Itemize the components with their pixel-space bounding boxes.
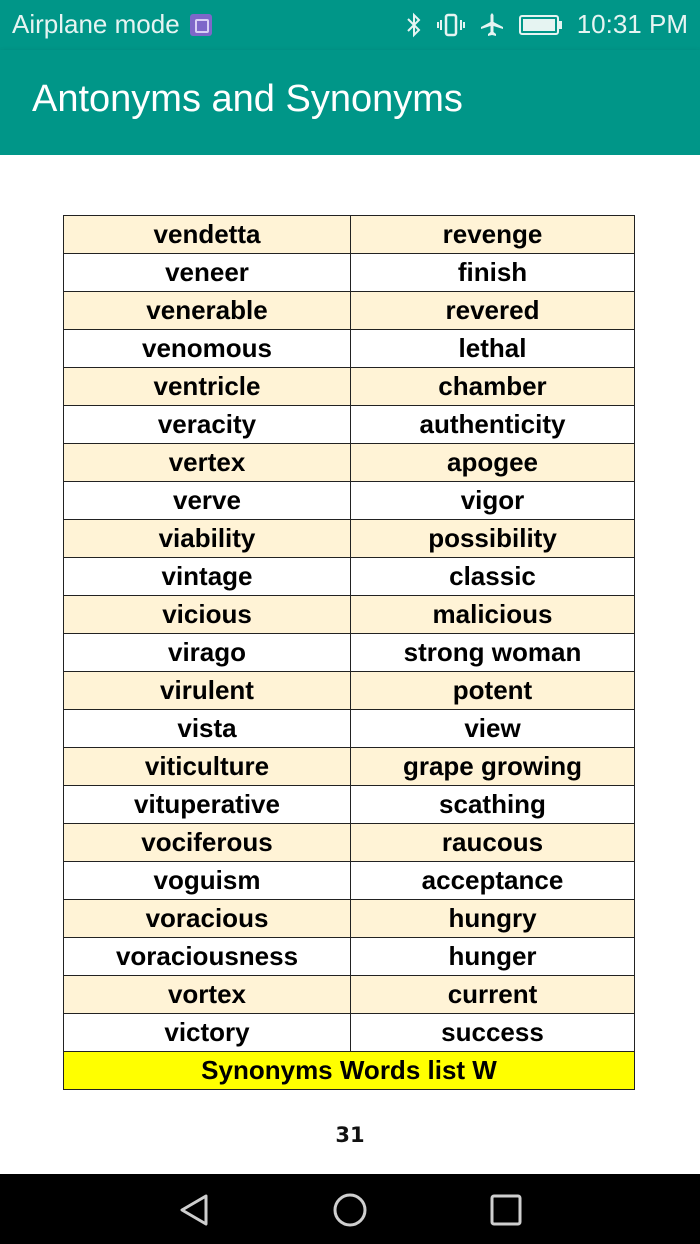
synonym-cell: classic xyxy=(351,558,635,596)
table-row xyxy=(64,216,635,254)
word-cell: voraciousness xyxy=(64,938,351,976)
table-row xyxy=(64,368,635,406)
word-cell: veneer xyxy=(64,254,351,292)
table-row xyxy=(64,596,635,634)
airplane-mode-label: Airplane mode xyxy=(12,9,180,39)
synonym-cell: authenticity xyxy=(351,406,635,444)
synonym-cell: finish xyxy=(351,254,635,292)
table-row xyxy=(64,330,635,368)
back-icon[interactable] xyxy=(176,1192,212,1228)
table-row xyxy=(64,862,635,900)
table-row xyxy=(64,824,635,862)
table-row xyxy=(64,1014,635,1052)
word-cell: veracity xyxy=(64,406,351,444)
synonym-cell: revenge xyxy=(351,216,635,254)
synonym-cell: hunger xyxy=(351,938,635,976)
word-cell: venomous xyxy=(64,330,351,368)
page-number: 31 xyxy=(335,1123,365,1147)
synonym-cell: acceptance xyxy=(351,862,635,900)
page-content[interactable] xyxy=(0,155,700,1174)
synonym-cell: scathing xyxy=(351,786,635,824)
table-row xyxy=(64,634,635,672)
table-row xyxy=(64,254,635,292)
synonym-cell: raucous xyxy=(351,824,635,862)
synonym-cell: apogee xyxy=(351,444,635,482)
synonym-cell: potent xyxy=(351,672,635,710)
table-row xyxy=(64,406,635,444)
word-cell: vociferous xyxy=(64,824,351,862)
table-row xyxy=(64,900,635,938)
table-row xyxy=(64,520,635,558)
vibrate-icon xyxy=(437,12,465,38)
battery-icon xyxy=(519,13,563,37)
navigation-bar xyxy=(0,1174,700,1244)
word-cell: voracious xyxy=(64,900,351,938)
word-cell: viability xyxy=(64,520,351,558)
status-right xyxy=(405,9,688,40)
table-footer-caption: Synonyms Words list W xyxy=(64,1052,635,1090)
table-row xyxy=(64,938,635,976)
synonym-cell: chamber xyxy=(351,368,635,406)
synonym-cell: strong woman xyxy=(351,634,635,672)
synonym-cell: revered xyxy=(351,292,635,330)
synonym-cell: vigor xyxy=(351,482,635,520)
table-row xyxy=(64,976,635,1014)
word-cell: vista xyxy=(64,710,351,748)
app-title: Antonyms and Synonyms xyxy=(32,78,463,120)
word-cell: virago xyxy=(64,634,351,672)
table-row xyxy=(64,444,635,482)
word-cell: voguism xyxy=(64,862,351,900)
home-icon[interactable] xyxy=(332,1192,368,1228)
gallery-icon xyxy=(190,14,212,36)
word-cell: vicious xyxy=(64,596,351,634)
synonym-cell: lethal xyxy=(351,330,635,368)
word-cell: vituperative xyxy=(64,786,351,824)
word-cell: ventricle xyxy=(64,368,351,406)
table-row xyxy=(64,558,635,596)
table-row xyxy=(64,748,635,786)
word-cell: virulent xyxy=(64,672,351,710)
word-cell: vendetta xyxy=(64,216,351,254)
table-row xyxy=(64,482,635,520)
recents-icon[interactable] xyxy=(488,1192,524,1228)
table-row xyxy=(64,672,635,710)
synonym-cell: success xyxy=(351,1014,635,1052)
synonyms-table xyxy=(63,215,635,1090)
table-row xyxy=(64,786,635,824)
word-cell: viticulture xyxy=(64,748,351,786)
synonym-cell: grape growing xyxy=(351,748,635,786)
status-bar xyxy=(0,0,700,50)
synonym-cell: malicious xyxy=(351,596,635,634)
word-cell: vintage xyxy=(64,558,351,596)
airplane-icon xyxy=(479,12,505,38)
table-footer-row xyxy=(64,1052,635,1090)
synonym-cell: view xyxy=(351,710,635,748)
word-cell: vertex xyxy=(64,444,351,482)
table-row xyxy=(64,292,635,330)
synonym-cell: possibility xyxy=(351,520,635,558)
word-cell: verve xyxy=(64,482,351,520)
table-body xyxy=(64,216,635,1090)
synonym-cell: current xyxy=(351,976,635,1014)
table-row xyxy=(64,710,635,748)
word-cell: vortex xyxy=(64,976,351,1014)
status-left xyxy=(12,9,212,40)
bluetooth-icon xyxy=(405,12,423,38)
synonym-cell: hungry xyxy=(351,900,635,938)
word-cell: victory xyxy=(64,1014,351,1052)
word-cell: venerable xyxy=(64,292,351,330)
status-time: 10:31 PM xyxy=(576,9,688,39)
app-bar xyxy=(0,50,700,155)
